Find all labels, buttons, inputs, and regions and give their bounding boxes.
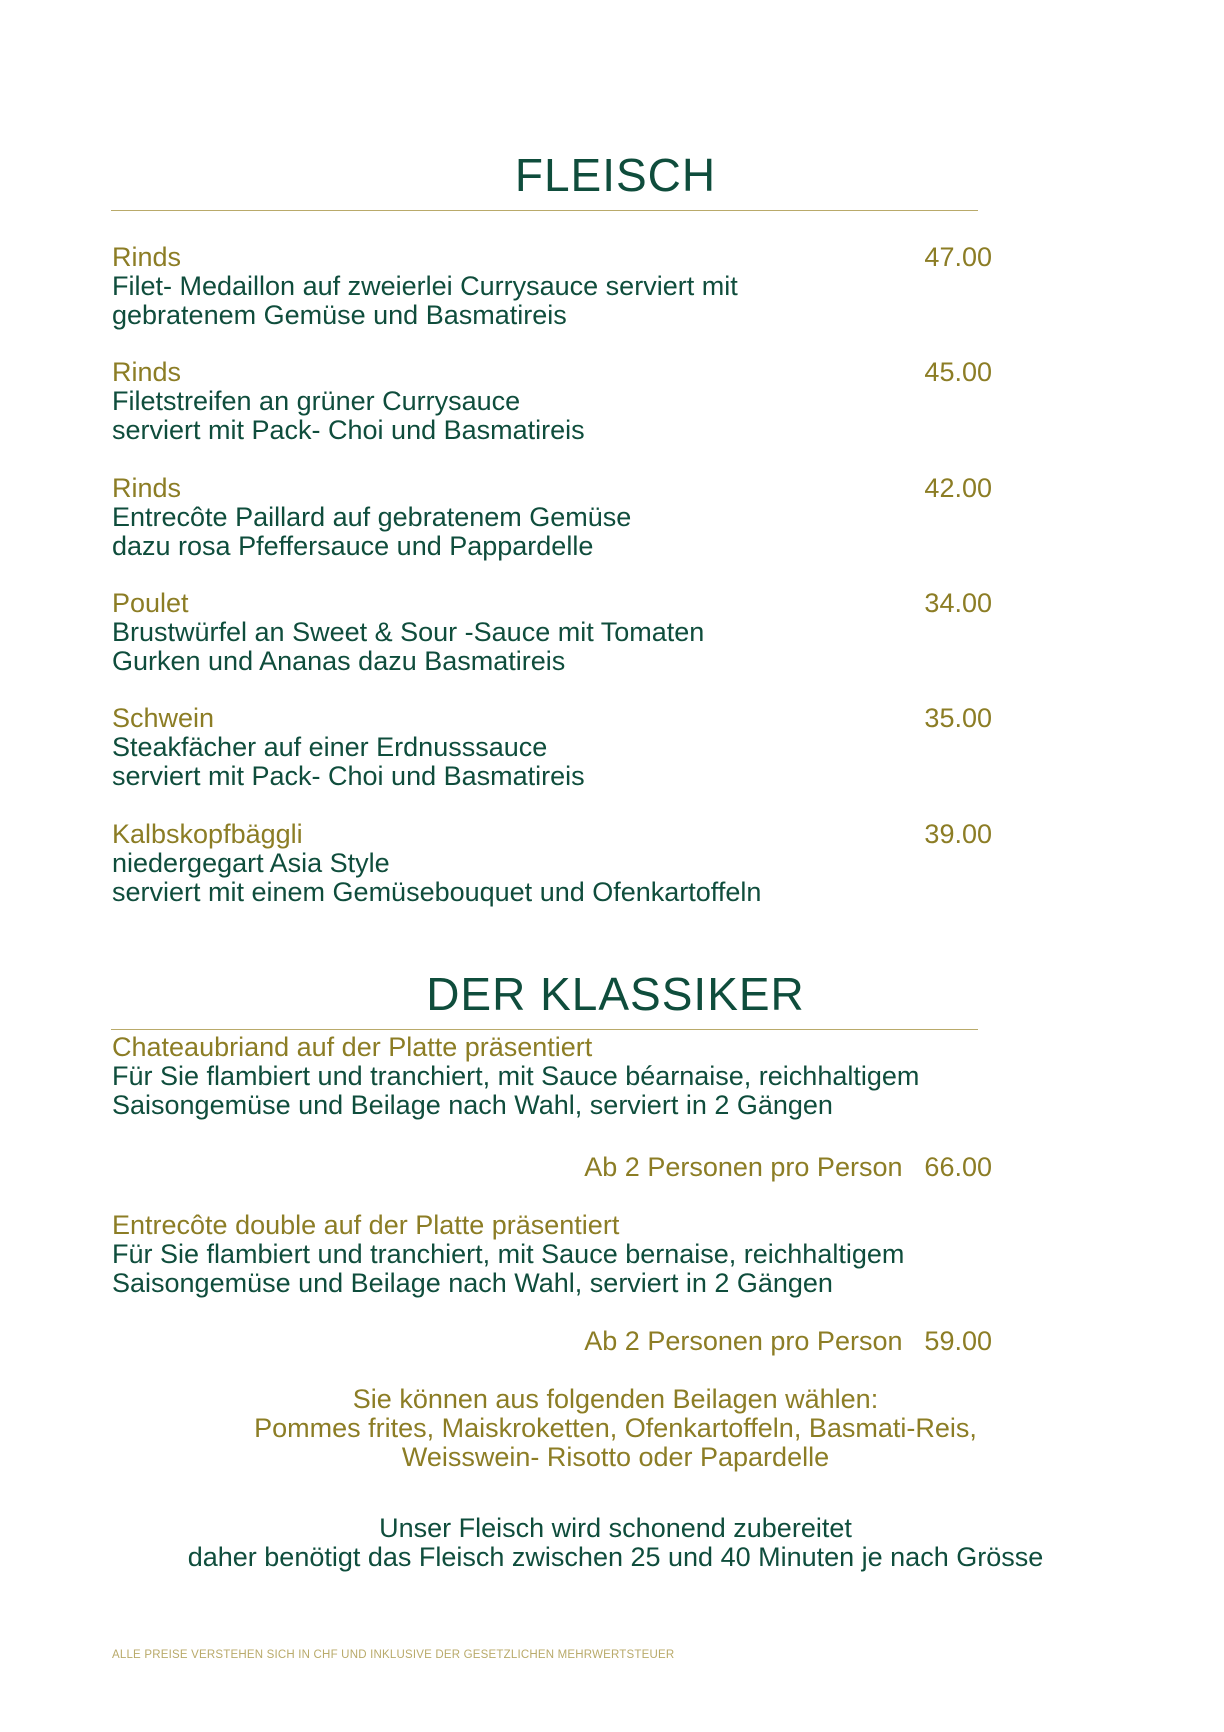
section-divider-classics (111, 1029, 978, 1030)
menu-item-price-row (112, 1327, 992, 1356)
sides-note-line: Sie können aus folgenden Beilagen wählen: (352, 1384, 879, 1414)
menu-item-description: Entrecôte Paillard auf gebratenem Gemüse (112, 502, 632, 532)
sides-note-line: Weisswein- Risotto oder Papardelle (401, 1442, 830, 1472)
price-label: Ab 2 Personen pro Person (584, 1326, 903, 1356)
menu-item (112, 1211, 992, 1298)
menu-item-name: Schwein (112, 703, 215, 733)
sides-note-line: Pommes frites, Maiskroketten, Ofenkartoffeln, Basmati-Reis, (254, 1413, 977, 1443)
sides-note (112, 1385, 1119, 1472)
menu-item-description: Filet- Medaillon auf zweierlei Currysauce serviert mit (112, 271, 738, 301)
menu-item-name: Entrecôte double auf der Platte präsentiert (112, 1210, 620, 1240)
menu-item-description: Steakfächer auf einer Erdnusssauce (112, 732, 548, 762)
section-title-meat: FLEISCH (514, 149, 717, 201)
menu-item-description: Für Sie flambiert und tranchiert, mit Sauce bernaise, reichhaltigem (112, 1239, 905, 1269)
footer-disclaimer: ALLE PREISE VERSTEHEN SICH IN CHF UND INKLUSIVE DER GESETZLICHEN MEHRWERTSTEUER (112, 1649, 675, 1661)
menu-item-description: gebratenem Gemüse und Basmatireis (112, 300, 567, 330)
menu-item-description: niedergegart Asia Style (112, 848, 390, 878)
cooking-note (112, 1514, 1119, 1572)
menu-item-name: Kalbskopfbäggli (112, 819, 303, 849)
cooking-note-line: Unser Fleisch wird schonend zubereitet (379, 1513, 852, 1543)
section-divider-meat (111, 210, 978, 211)
menu-item-price: 42.00 (924, 473, 992, 503)
menu-item-description: Brustwürfel an Sweet & Sour -Sauce mit Tomaten (112, 617, 705, 647)
menu-item-description: Gurken und Ananas dazu Basmatireis (112, 646, 566, 676)
menu-item (112, 589, 992, 676)
menu-item-price: 35.00 (924, 703, 992, 733)
menu-item-description: Filetstreifen an grüner Currysauce (112, 386, 521, 416)
menu-item-price: 45.00 (924, 357, 992, 387)
menu-item-description: Saisongemüse und Beilage nach Wahl, serviert in 2 Gängen (112, 1090, 833, 1120)
menu-item-description: dazu rosa Pfeffersauce und Pappardelle (112, 531, 594, 561)
price-label: Ab 2 Personen pro Person (584, 1152, 903, 1182)
menu-item-name: Chateaubriand auf der Platte präsentiert (112, 1032, 593, 1062)
menu-item (112, 1033, 992, 1120)
menu-item-description: serviert mit einem Gemüsebouquet und Ofenkartoffeln (112, 877, 762, 907)
menu-item-name: Poulet (112, 588, 189, 618)
menu-item (112, 243, 992, 330)
menu-item-description: Für Sie flambiert und tranchiert, mit Sauce béarnaise, reichhaltigem (112, 1061, 920, 1091)
menu-item-price: 34.00 (924, 588, 992, 618)
menu-item-price-row (112, 1153, 992, 1182)
menu-item-name: Rinds (112, 357, 182, 387)
menu-item (112, 820, 992, 907)
cooking-note-line: daher benötigt das Fleisch zwischen 25 und 40 Minuten je nach Grösse (187, 1542, 1044, 1572)
menu-item-description: Saisongemüse und Beilage nach Wahl, serviert in 2 Gängen (112, 1268, 833, 1298)
menu-item-price: 66.00 (924, 1152, 992, 1182)
menu-item-name: Rinds (112, 242, 182, 272)
menu-item-name: Rinds (112, 473, 182, 503)
menu-item (112, 704, 992, 791)
menu-item-description: serviert mit Pack- Choi und Basmatireis (112, 761, 585, 791)
menu-item (112, 358, 992, 445)
menu-item-price: 39.00 (924, 819, 992, 849)
menu-item-description: serviert mit Pack- Choi und Basmatireis (112, 415, 585, 445)
menu-item-price: 47.00 (924, 242, 992, 272)
menu-item-price: 59.00 (924, 1326, 992, 1356)
section-title-classics: DER KLASSIKER (426, 968, 805, 1020)
menu-item (112, 474, 992, 561)
